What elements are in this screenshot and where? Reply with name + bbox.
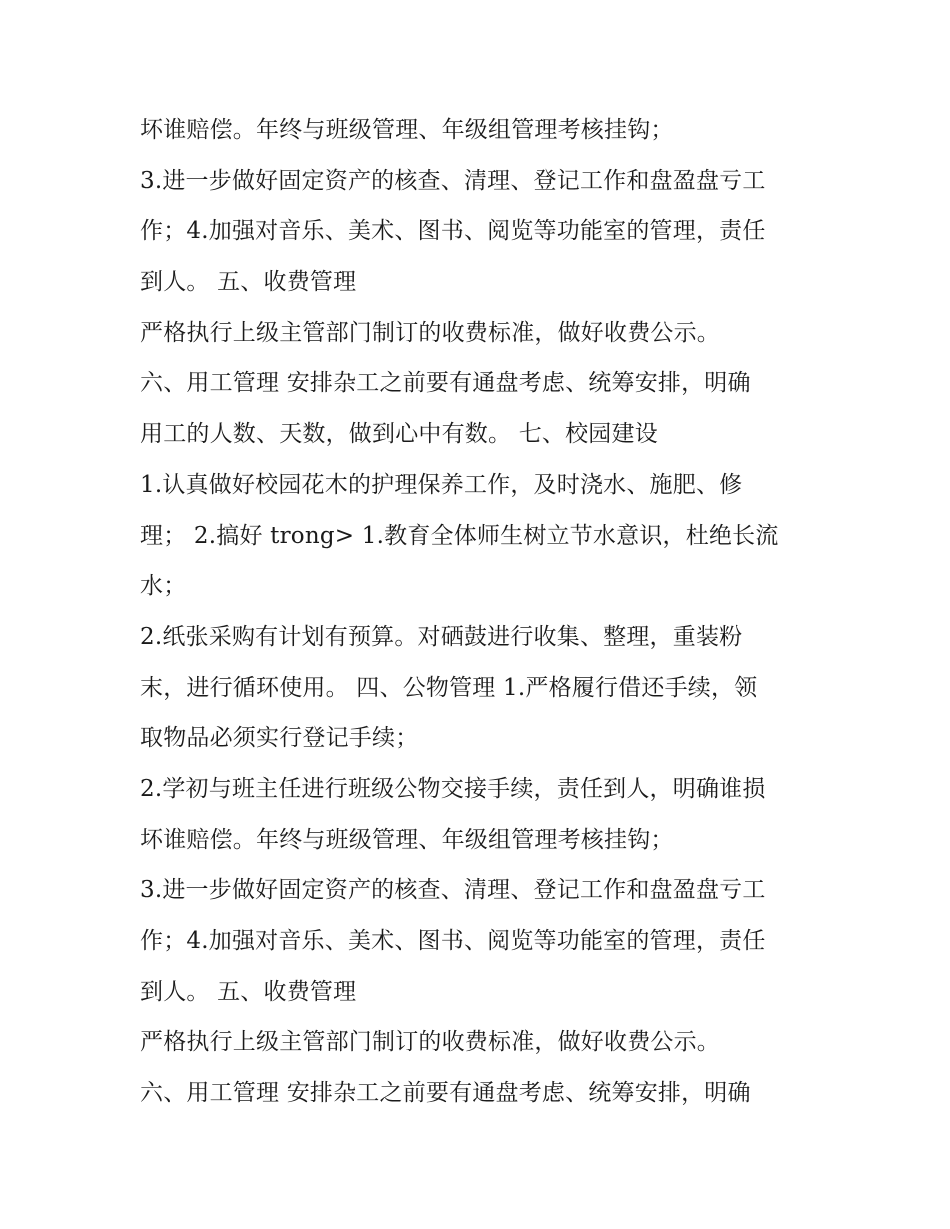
text-line: 坏谁赔偿。年终与班级管理、年级组管理考核挂钩；	[140, 117, 674, 143]
text-line: 到人。 五、收费管理	[140, 269, 357, 296]
text-line: 作；4.加强对音乐、美术、图书、阅览等功能室的管理，责任	[140, 928, 766, 954]
text-line: 用工的人数、天数，做到心中有数。 七、校园建设	[140, 421, 658, 448]
text-line: 严格执行上级主管部门制订的收费标准，做好收费公示。	[140, 319, 720, 346]
text-line: 六、用工管理 安排杂工之前要有通盘考虑、统筹安排，明确	[140, 370, 751, 397]
text-line: 坏谁赔偿。年终与班级管理、年级组管理考核挂钩；	[140, 826, 674, 853]
text-line: 严格执行上级主管部门制订的收费标准，做好收费公示。	[140, 1029, 720, 1056]
document-page	[140, 105, 820, 1119]
text-line: 作；4.加强对音乐、美术、图书、阅览等功能室的管理，责任	[140, 218, 766, 245]
text-line: 3.进一步做好固定资产的核查、清理、登记工作和盘盈盘亏工	[140, 167, 766, 194]
text-line: 到人。 五、收费管理	[140, 978, 357, 1005]
text-line: 水；	[140, 573, 187, 600]
text-line: 3.进一步做好固定资产的核查、清理、登记工作和盘盈盘亏工	[140, 877, 766, 904]
text-line: 2.纸张采购有计划有预算。对硒鼓进行收集、整理，重装粉	[140, 623, 743, 650]
text-line: 六、用工管理 安排杂工之前要有通盘考虑、统筹安排，明确	[140, 1080, 751, 1107]
text-line: 2.学初与班主任进行班级公物交接手续，责任到人，明确谁损	[140, 775, 766, 802]
text-line: 理； 2.搞好 trong> 1.教育全体师生树立节水意识，杜绝长流	[140, 522, 779, 549]
text-line: 1.认真做好校园花木的护理保养工作，及时浇水、施肥、修	[140, 471, 743, 498]
text-line: 末，进行循环使用。 四、公物管理 1.严格履行借还手续，领	[140, 674, 758, 701]
text-line: 取物品必须实行登记手续；	[140, 725, 419, 752]
